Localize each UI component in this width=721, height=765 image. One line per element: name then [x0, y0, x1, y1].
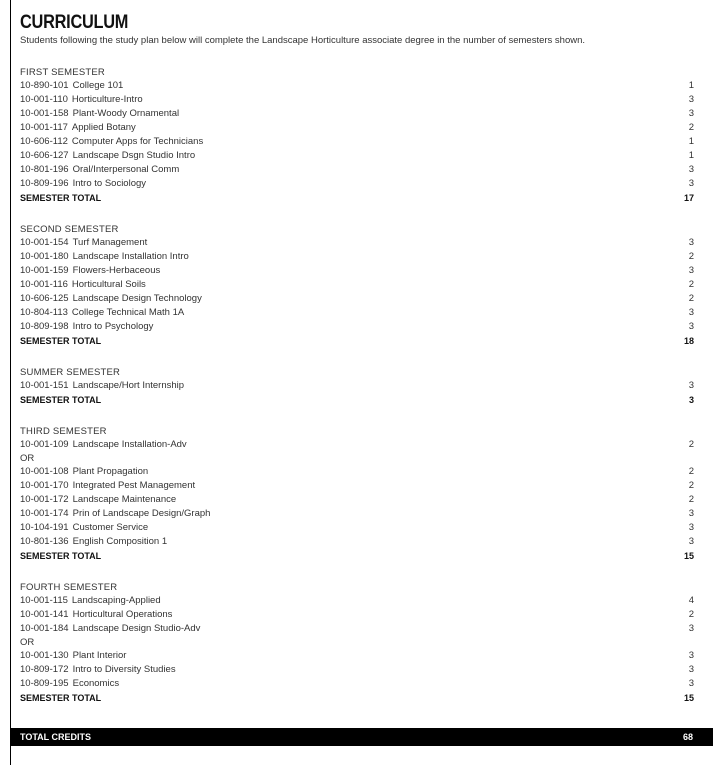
semester-total-value: 3 [688, 395, 694, 405]
course-row [20, 677, 694, 691]
course-code: 10-804-113 [20, 307, 68, 318]
course-credits: 3 [688, 623, 694, 634]
course-row [20, 236, 694, 250]
course-title: Horticultural Operations [72, 609, 173, 620]
course-info [20, 292, 202, 306]
page-title: CURRICULUM [20, 12, 129, 33]
course-credits: 2 [688, 251, 694, 262]
semester-total-label: SEMESTER TOTAL [20, 336, 102, 346]
semester-block [20, 426, 694, 563]
course-title: Intro to Sociology [72, 178, 147, 189]
course-info [20, 264, 160, 278]
course-info [20, 663, 176, 677]
course-title: Intro to Psychology [72, 321, 154, 332]
course-code: 10-001-115 [20, 595, 68, 606]
or-separator: OR [20, 453, 35, 464]
semester-total-value: 15 [683, 693, 694, 703]
course-row [20, 608, 694, 622]
semester-total-value: 15 [683, 551, 694, 561]
course-code: 10-606-127 [20, 150, 69, 161]
course-title: Plant Propagation [72, 466, 149, 477]
total-credits-label: TOTAL CREDITS [20, 732, 92, 742]
course-info [20, 479, 195, 493]
course-credits: 4 [688, 595, 694, 606]
course-credits: 1 [688, 136, 694, 147]
course-title: Flowers-Herbaceous [72, 265, 161, 276]
course-title: Landscaping-Applied [71, 595, 161, 606]
course-row [20, 107, 694, 121]
course-title: English Composition 1 [72, 536, 168, 547]
or-separator: OR [20, 637, 35, 648]
course-credits: 1 [688, 150, 694, 161]
intro-text: Students following the study plan below will complete the Landscape Horticulture associate degree in the number of semesters shown. [20, 35, 586, 46]
semester-total-row [20, 549, 694, 563]
course-row [20, 149, 694, 163]
course-credits: 3 [688, 307, 694, 318]
course-credits: 3 [688, 522, 694, 533]
course-title: Turf Management [72, 237, 148, 248]
course-credits: 3 [688, 508, 694, 519]
course-credits: 3 [688, 265, 694, 276]
course-code: 10-801-136 [20, 536, 69, 547]
course-row [20, 663, 694, 677]
course-credits: 3 [688, 380, 694, 391]
course-row [20, 622, 694, 636]
semester-total-value: 17 [683, 193, 694, 203]
course-title: Applied Botany [71, 122, 136, 133]
semester-total-value: 18 [683, 336, 694, 346]
course-info [20, 320, 153, 334]
course-info [20, 121, 136, 135]
course-row [20, 521, 694, 535]
course-title: Oral/Interpersonal Comm [72, 164, 180, 175]
course-title: Landscape Design Studio-Adv [72, 623, 201, 634]
course-credits: 3 [688, 650, 694, 661]
course-credits: 2 [688, 609, 694, 620]
course-info [20, 379, 184, 393]
course-row [20, 649, 694, 663]
course-title: Landscape Dsgn Studio Intro [72, 150, 196, 161]
course-row [20, 507, 694, 521]
course-code: 10-809-172 [20, 664, 69, 675]
course-title: Landscape/Hort Internship [72, 380, 185, 391]
semester-total-row [20, 393, 694, 407]
course-title: Landscape Installation-Adv [72, 439, 187, 450]
course-row [20, 535, 694, 549]
course-credits: 3 [688, 664, 694, 675]
semester-total-row [20, 191, 694, 205]
course-row [20, 163, 694, 177]
course-info [20, 236, 147, 250]
course-code: 10-809-196 [20, 178, 69, 189]
semester-block [20, 67, 694, 205]
course-info [20, 594, 161, 608]
course-row [20, 438, 694, 452]
course-code: 10-801-196 [20, 164, 69, 175]
course-title: Horticultural Soils [71, 279, 146, 290]
course-info [20, 521, 148, 535]
course-info [20, 677, 119, 691]
course-credits: 3 [688, 178, 694, 189]
course-row [20, 306, 694, 320]
course-info [20, 93, 143, 107]
semester-total-label: SEMESTER TOTAL [20, 395, 102, 405]
course-code: 10-001-158 [20, 108, 69, 119]
course-info [20, 507, 210, 521]
course-code: 10-001-117 [20, 122, 68, 133]
course-row [20, 278, 694, 292]
course-info [20, 177, 146, 191]
course-credits: 3 [688, 164, 694, 175]
course-credits: 3 [688, 108, 694, 119]
semester-heading: SUMMER SEMESTER [20, 367, 121, 378]
semester-total-label: SEMESTER TOTAL [20, 193, 102, 203]
semester-total-label: SEMESTER TOTAL [20, 551, 102, 561]
course-credits: 3 [688, 321, 694, 332]
semester-heading: THIRD SEMESTER [20, 426, 107, 437]
course-code: 10-001-159 [20, 265, 69, 276]
course-code: 10-001-170 [20, 480, 69, 491]
course-title: Intro to Diversity Studies [72, 664, 176, 675]
course-info [20, 107, 179, 121]
course-credits: 3 [688, 536, 694, 547]
course-info [20, 438, 187, 452]
course-row [20, 320, 694, 334]
semester-heading: FOURTH SEMESTER [20, 582, 118, 593]
course-row [20, 79, 694, 93]
course-code: 10-001-154 [20, 237, 69, 248]
course-code: 10-606-112 [20, 136, 68, 147]
course-title: Plant Interior [72, 650, 127, 661]
course-code: 10-001-151 [20, 380, 69, 391]
curriculum-page [20, 12, 694, 705]
semester-total-label: SEMESTER TOTAL [20, 693, 102, 703]
course-info [20, 163, 179, 177]
course-code: 10-001-141 [20, 609, 69, 620]
course-code: 10-809-198 [20, 321, 69, 332]
course-code: 10-001-172 [20, 494, 69, 505]
course-credits: 1 [688, 80, 694, 91]
left-margin-rule [10, 0, 11, 765]
course-info [20, 608, 172, 622]
course-row [20, 465, 694, 479]
course-info [20, 622, 200, 636]
course-title: Horticulture-Intro [71, 94, 143, 105]
semester-block [20, 582, 694, 705]
course-title: Computer Apps for Technicians [71, 136, 204, 147]
course-code: 10-104-191 [20, 522, 69, 533]
course-code: 10-606-125 [20, 293, 69, 304]
course-credits: 3 [688, 237, 694, 248]
course-info [20, 465, 148, 479]
course-row [20, 594, 694, 608]
course-row [20, 292, 694, 306]
course-row [20, 135, 694, 149]
course-code: 10-001-130 [20, 650, 69, 661]
course-title: Prin of Landscape Design/Graph [72, 508, 211, 519]
course-credits: 2 [688, 279, 694, 290]
course-info [20, 535, 167, 549]
course-code: 10-001-116 [20, 279, 68, 290]
course-info [20, 250, 189, 264]
course-code: 10-001-174 [20, 508, 69, 519]
course-code: 10-001-180 [20, 251, 69, 262]
course-row [20, 264, 694, 278]
course-credits: 2 [688, 480, 694, 491]
course-code: 10-001-109 [20, 439, 69, 450]
course-title: Landscape Design Technology [72, 293, 202, 304]
total-credits-value: 68 [682, 732, 693, 742]
course-row [20, 379, 694, 393]
course-code: 10-001-184 [20, 623, 69, 634]
total-credits-bar [11, 728, 713, 746]
semester-total-row [20, 691, 694, 705]
course-info [20, 79, 123, 93]
course-credits: 2 [688, 293, 694, 304]
course-row [20, 250, 694, 264]
course-row [20, 493, 694, 507]
semester-block [20, 224, 694, 348]
course-row [20, 479, 694, 493]
course-row [20, 121, 694, 135]
course-code: 10-001-110 [20, 94, 68, 105]
course-credits: 2 [688, 466, 694, 477]
course-title: Plant-Woody Ornamental [72, 108, 180, 119]
course-credits: 3 [688, 678, 694, 689]
course-title: Landscape Installation Intro [72, 251, 189, 262]
semester-heading: FIRST SEMESTER [20, 67, 105, 78]
course-title: College 101 [72, 80, 124, 91]
course-info [20, 493, 176, 507]
course-credits: 2 [688, 122, 694, 133]
course-credits: 2 [688, 439, 694, 450]
course-info [20, 278, 146, 292]
semester-list [20, 67, 694, 705]
course-info [20, 306, 184, 320]
semester-total-row [20, 334, 694, 348]
course-code: 10-890-101 [20, 80, 69, 91]
course-info [20, 149, 195, 163]
course-title: Landscape Maintenance [72, 494, 177, 505]
semester-heading: SECOND SEMESTER [20, 224, 119, 235]
course-info [20, 649, 126, 663]
course-title: Integrated Pest Management [72, 480, 196, 491]
course-row [20, 93, 694, 107]
course-title: College Technical Math 1A [71, 307, 185, 318]
course-title: Customer Service [72, 522, 149, 533]
course-row [20, 177, 694, 191]
course-credits: 2 [688, 494, 694, 505]
course-title: Economics [72, 678, 120, 689]
course-info [20, 135, 203, 149]
course-credits: 3 [688, 94, 694, 105]
course-code: 10-809-195 [20, 678, 69, 689]
semester-block [20, 367, 694, 407]
course-code: 10-001-108 [20, 466, 69, 477]
